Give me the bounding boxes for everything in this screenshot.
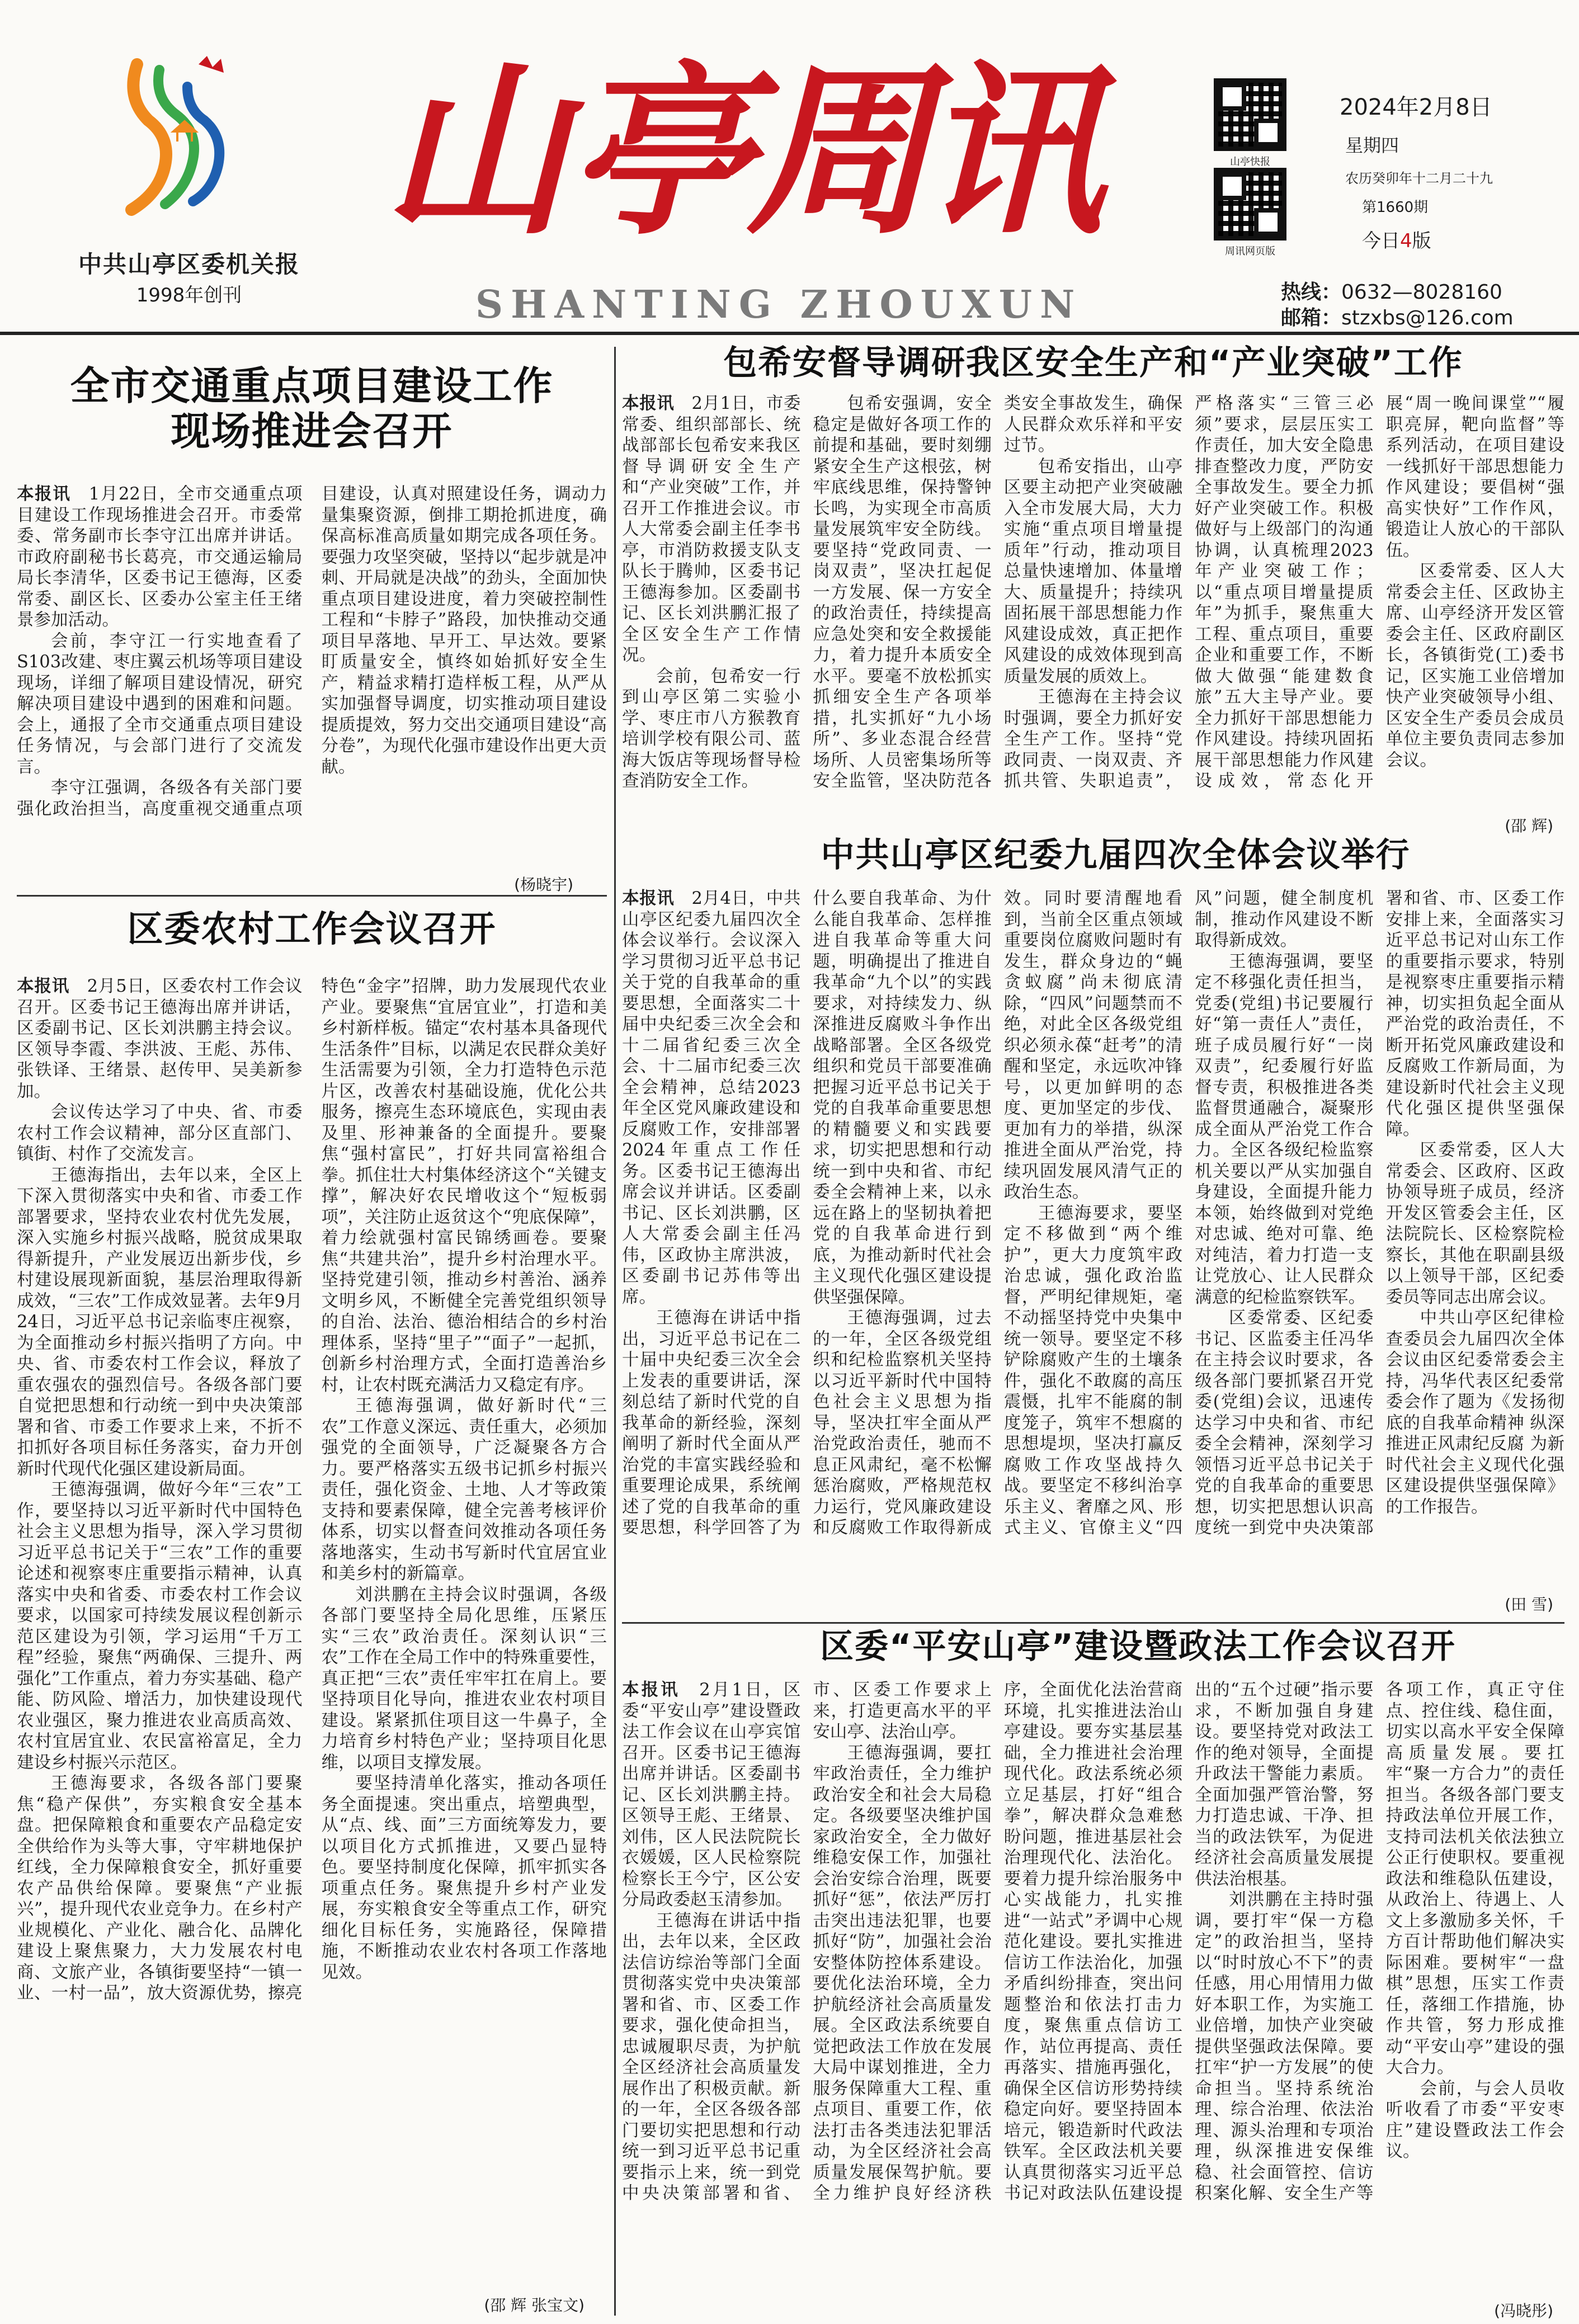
founded-year: 1998年创刊 — [136, 284, 242, 307]
paragraph: 1月22日，全市交通重点项目建设工作现场推进会召开。市委常委、常务副市长李守江出席并讲话。市政府副秘书长葛亮，市交通运输局局长李清华，区委书记王德海，区委常委、副区长、区委办公室主任王绪景参加活动。 — [17, 484, 303, 630]
body-traffic — [17, 484, 607, 870]
qr-code-icon[interactable] — [1214, 78, 1286, 151]
body-discipline — [622, 888, 1564, 1604]
paragraph: 王德海强调，过去的一年，全区各级党组织和纪检监察机关坚持以习近平新时代中国特色社会主义思想为指导，坚决扛牢全面从严治党政治责任，驰而不息正风肃纪，毫不松懈惩治腐败，严格规范权力运行，党风廉政建设和反腐败工作取得新成效。同时要清醒地看到，当前全区重点领域重要岗位腐败问题时有发生，群众身边的“蝇贪蚁腐”尚未彻底清除，“四风”问题禁而不绝，对此全区各级党组织必须永葆“赶考”的清醒和坚定，永远吹冲锋号，以更加鲜明的态度、更加坚定的步伐、更加有力的举措，纵深推进全面从严治党，持续巩固发展风清气正的政治生态。 — [813, 889, 1183, 1538]
masthead-divider — [0, 332, 1579, 335]
lead-tag: 本报讯 — [17, 484, 71, 504]
headline-safety: 包希安督导调研我区安全生产和“产业突破”工作 — [723, 344, 1463, 383]
issue-date: 2024年2月8日 — [1340, 95, 1492, 120]
lead-tag: 本报讯 — [17, 977, 70, 996]
lunar-date: 农历癸卯年十二月二十九 — [1345, 171, 1493, 186]
paragraph: 区委常委、区纪委书记、区监委主任冯华在主持会议时要求，各级各部门要抓紧召开党委(党组)会议，迅速传达学习中央和省、市纪委全会精神，深刻学习领悟习近平总书记关于党的自我革命的重要思想，切实把思想认识高度统一到党中央决策部署和省、市、区委工作安排上来，全面落实习近平总书记对山东工作的重要指示要求，特别是视察枣庄重要指示精神，切实担负起全面从严治党的政治责任，不断开拓党风廉政建设和反腐败工作新局面，为建设新时代社会主义现代化强区提供坚强保障。 — [1195, 889, 1564, 1538]
contact-block — [1281, 280, 1514, 331]
paragraph: 区委常委，区人大常委会、区政府、区政协领导班子成员，经济开发区管委会主任，区法院院长、区检察院检察长，其他在职副县级以上领导干部，区纪委委员等同志出席会议。 — [1385, 1140, 1564, 1307]
headline-discipline: 中共山亭区纪委九届四次全体会议举行 — [821, 836, 1411, 875]
title-char-1: 山 — [383, 43, 568, 260]
paragraph: 王德海在讲话中指出，习近平总书记在二十届中央纪委三次全会上发表的重要讲话，深刻总结了新时代党的自我革命的新经验，深刻阐明了新时代全面从严治党的丰富实践经验和重要理论成果，系统阐述了党的自我革命的重要思想，科学回答了为什么要自我革命、为什么能自我革命、怎样推进自我革命等重大问题，明确提出了推进自我革命“九个以”的实践要求，对持续发力、纵深推进反腐败斗争作出战略部署。全区各级党组织和党员干部要准确把握习近平总书记关于党的自我革命重要思想的精髓要义和实践要求，切实把思想和行动统一到中央和省、市纪委全会精神上来，以永远在路上的坚韧执着把党的自我革命进行到底，为推动新时代社会主义现代化强区建设提供坚强保障。 — [622, 889, 992, 1538]
lead-paragraph — [17, 976, 303, 1102]
email-label: 邮箱： — [1281, 307, 1342, 329]
byline-discipline: (田 雪) — [1505, 1595, 1553, 1614]
paragraph: 王德海指出，去年以来，全区上下深入贯彻落实中央和省、市委工作部署要求，坚持农业农村优先发展，深入实施乡村振兴战略，脱贫成果取得新提升，产业发展迈出新步伐，乡村建设展现新面貌，基层治理取得新成效，“三农”工作成效显著。去年9月24日，习近平总书记亲临枣庄视察，为全面推动乡村振兴指明了方向。中央、省、市委农村工作会议，释放了重农强农的强烈信号。各级各部门要自觉把思想和行动统一到中央决策部署和省、市委工作要求上来，不折不扣抓好各项目标任务落实，奋力开创新时代现代化强区建设新局面。 — [17, 1165, 303, 1479]
qr-code-icon[interactable] — [1214, 168, 1286, 241]
paragraph: 2月4日，中共山亭区纪委九届四次全体会议举行。会议深入学习贯彻习近平总书记关于党的自我革命的重要思想，全面落实二十届中央纪委三次全会和十二届省纪委三次全会、十二届市纪委三次全会精神，总结2023年全区党风廉政建设和反腐败工作，安排部署2024年重点工作任务。区委书记王德海出席会议并讲话。区委副书记、区长刘洪鹏，区人大常委会副主任冯伟，区政协主席洪波，区委副书记苏伟等出席。 — [622, 889, 801, 1307]
lead-tag: 本报讯 — [622, 889, 675, 908]
email-address[interactable]: stzxbs@126.com — [1341, 307, 1514, 329]
lead-tag: 本报讯 — [622, 1680, 680, 1700]
paragraph: 王德海要求，各级各部门要聚焦“稳产保供”，夯实粮食安全基本盘。把保障粮食和重要农产品稳定安全供给作为头等大事，守牢耕地保护红线，全力保障粮食安全，抓好重要农产品供给保障。要聚焦“产业振兴”，提升现代农业竞争力。在乡村产业规模化、产业化、融合化、品牌化建设上聚焦聚力，大力发展农村电商、文旅产业，各镇街要坚持“一镇一业、一村一品”，放大资源优势，擦亮特色“金字”招牌，助力发展现代农业产业。要聚焦“宜居宜业”，打造和美乡村新样板。锚定“农村基本具备现代生活条件”目标，以满足农民群众美好生活需要为引领，全力打造特色示范片区，改善农村基础设施，优化公共服务，擦亮生态环境底色，实现由表及里、形神兼备的全面提升。要聚焦“强村富民”，打好共同富裕组合拳。抓住壮大村集体经济这个“关键支撑”，解决好农民增收这个“短板弱项”，关注防止返贫这个“兜底保障”，着力绘就强村富民锦绣画卷。要聚焦“共建共治”，提升乡村治理水平。坚持党建引领，推动乡村善治、涵养文明乡风，不断健全完善党组织领导的自治、法治、德治相结合的乡村治理体系，坚持“里子”“面子”一起抓，创新乡村治理方式，全面打造善治乡村，让农村既充满活力又稳定有序。 — [17, 977, 607, 2003]
page-count-suffix: 版 — [1412, 230, 1431, 252]
paragraph: 王德海强调，要坚定不移强化责任担当，党委(党组)书记要履行好“第一责任人”责任，班子成员履行好“一岗双责”，纪委履行好监督专责，积极推进各类监督贯通融合，凝聚形成全面从严治党工作合力。全区各级纪检监察机关要以严从实加强自身建设，全面提升能力本领，始终做到对党绝对忠诚、绝对可靠、绝对纯洁，着力打造一支让党放心、让人民群众满意的纪检监察铁军。 — [1195, 951, 1374, 1307]
district-logo-icon — [115, 53, 243, 221]
article-rural — [17, 903, 607, 2316]
paragraph: 2月1日，区委“平安山亭”建设暨政法工作会议在山亭宾馆召开。区委书记王德海出席并讲话。区委副书记、区长刘洪鹏主持。区领导王彪、王绪景、刘伟，区人民法院院长衣媛媛，区人民检察院检察长王今宁，区公安分局政委赵玉清参加。 — [622, 1680, 801, 1910]
paragraph: 会前，包希安一行到山亭区第二实验小学、枣庄市八方猴教育培训学校有限公司、蓝海大饭店等现场督导检查消防安全工作。 — [622, 666, 801, 791]
paragraph: 包希安强调，安全稳定是做好各项工作的前提和基础，要时刻绷紧安全生产这根弦，树牢底线思维，保持警钟长鸣，为实现全市高质量发展筑牢安全防线。要坚持“党政同责、一岗双责”，坚决扛起促一方发展、保一方安全的政治责任，持续提高应急处突和安全救援能力，着力提升本质安全水平。要毫不放松抓实抓细安全生产各项举措，扎实抓好“九小场所”、多业态混合经营场所、人员密集场所等安全监管，坚决防范各类安全事故发生，确保人民群众欢乐祥和平安过节。 — [813, 394, 1183, 791]
paragraph: 要坚持清单化落实，推动各项任务全面提速。突出重点，培塑典型，从“点、线、面”三方面统筹发力，要以项目化方式抓推进，又要凸显特色。要坚持制度化保障，抓牢抓实各项重点任务。聚焦提升乡村产业发展，夯实粮食安全等重点工作，研究细化目标任务，实施路径，保障措施，不断推动农业农村各项工作落地见效。 — [321, 1774, 607, 1982]
issue-weekday: 星期四 — [1345, 135, 1399, 156]
lead-tag: 本报讯 — [622, 394, 675, 413]
article-discipline — [622, 836, 1564, 1619]
publisher-name: 中共山亭区委机关报 — [78, 251, 300, 278]
paragraph: 中共山亭区纪律检查委员会九届四次全体会议由区纪委常委会主持，冯华代表区纪委常委会作了题为《发扬彻底的自我革命精神 纵深推进正风肃纪反腐 为新时代社会主义现代化强区建设提供坚强保障》的工作报告。 — [1385, 1308, 1564, 1517]
qr-caption: 周讯网页版 — [1225, 246, 1275, 257]
article-traffic — [17, 364, 607, 895]
paragraph: 刘洪鹏在主持时强调，要打牢“保一方稳定”的政治担当，坚持以“时时放心不下”的责任感，用心用情用力做好本职工作，为实施工业倍增，加快产业突破提供坚强政法保障。要扛牢“护一方发展”的使命担当。坚持系统治理、综合治理、依法治理、源头治理和专项治理，纵深推进安保维稳、社会面管控、信访积案化解、安全生产等各项工作，真正守住点、控住线、稳住面，切实以高水平安全保障高质量发展。要扛牢“聚一方合力”的责任担当。各级各部门要支持政法单位开展工作，支持司法机关依法独立公正行使职权。要重视政法和维稳队伍建设，从政治上、待遇上、人文上多激励多关怀，千方百计帮助他们解决实际困难。要树牢“一盘棋”思想，压实工作责任，落细工作措施，协作共管，努力形成推动“平安山亭”建设的强大合力。 — [1195, 1680, 1564, 2203]
article-safety — [622, 344, 1564, 836]
lead-paragraph — [622, 1680, 800, 1911]
paragraph: 王德海在主持会议时强调，要全力抓好安全生产工作。坚持“党政同责、一岗双责、齐抓共管、失职追责”，严格落实“三管三必须”要求，层层压实工作责任，加大安全隐患排查整改力度，严防安全事故发生。要全力抓好产业突破工作。积极做好与上级部门的沟通协调，认真梳理2023年产业突破工作；以“重点项目增量提质年”为抓手，聚焦重大工程、重点项目，重要企业和重要工作，不断做大做强“能建数食旅”五大主导产业。要全力抓好干部思想能力作风建设。持续巩固拓展干部思想能力作风建设成效，常态化开展“周一晚间课堂”“履职亮屏，靶向监督”等系列活动，在项目建设一线抓好干部思想能力作风建设；要倡树“强高实快好”工作作风，锻造让人放心的干部队伍。 — [1003, 394, 1564, 791]
page-count-prefix: 今日 — [1362, 230, 1400, 252]
section-divider — [622, 1622, 1564, 1624]
column-divider — [614, 347, 616, 2316]
newspaper-title — [383, 34, 1105, 274]
paragraph: 刘洪鹏在主持会议时强调，各级各部门要坚持全局化思维，压紧压实“三农”政治责任。深刻认识“三农”工作在全局工作中的特殊重要性，真正把“三农”责任牢牢扛在肩上。要坚持项目化导向，推进农业农村项目建设。紧紧抓住项目这一牛鼻子，全力培育乡村特色产业；坚持项目化思维，以项目支撑发展。 — [321, 1585, 607, 1773]
section-divider — [17, 895, 607, 897]
body-safety — [622, 393, 1564, 827]
paragraph: 王德海强调，要扛牢政治责任，全力维护政治安全和社会大局稳定。各级要坚决维护国家政治安全，全力做好维稳安保工作，加强社会治安综合治理，既要抓好“惩”，依法严厉打击突出违法犯罪，也要抓好“防”，加强社会治安整体防控体系建设。要优化法治环境，全力护航经济社会高质量发展。全区政法系统要自觉把政法工作放在发展大局中谋划推进，全力服务保障重大工程、重点项目、重要工作，依法打击各类违法犯罪活动，为全区经济社会高质量发展保驾护航。要全力维护良好经济秩序，全面优化法治营商环境，扎实推进法治山亭建设。要夯实基层基础，全力推进社会治理现代化。政法系统必须立足基层，打好“组合拳”，解决群众急难愁盼问题，推进基层社会治理现代化、法治化。要着力提升综治服务中心实战能力，扎实推进“一站式”矛调中心规范化建设。要扎实推进信访工作法治化，加强矛盾纠纷排查，突出问题整治和依法打击力度，聚焦重点信访工作，站位再提高、责任再落实、措施再强化，确保全区信访形势持续稳定向好。要坚持固本培元，锻造新时代政法铁军。全区政法机关要认真贯彻落实习近平总书记对政法队伍建设提出的“五个过硬”指示要求，不断加强自身建设。要坚持党对政法工作的绝对领导，全面提升政法干警能力素质。全面加强严管治警，努力打造忠诚、干净、担当的政法铁军，为促进经济社会高质量发展提供法治根基。 — [813, 1680, 1374, 2203]
paragraph: 区委常委、区人大常委会主任、区政协主席、山亭经济开发区管委会主任、区政府副区长，各镇街党(工)委书记，区实施工业倍增加快产业突破领导小组、区安全生产委员会成员单位主要负责同志参加会议。 — [1385, 562, 1564, 770]
paragraph: 王德海要求，要坚定不移做到“两个维护”，更大力度筑牢政治忠诚，强化政治监督，严明纪律规矩，毫不动摇坚持党中央集中统一领导。要坚定不移铲除腐败产生的土壤条件，强化不敢腐的高压震慑，扎牢不能腐的制度笼子，筑牢不想腐的思想堤坝，坚决打赢反腐败工作攻坚战持久战。要坚定不移纠治享乐主义、奢靡之风、形式主义、官僚主义“四风”问题，健全制度机制，推动作风建设不断取得新成效。 — [1003, 889, 1374, 1538]
lead-paragraph — [622, 888, 800, 1308]
date-block — [1340, 89, 1524, 253]
body-rural — [17, 976, 607, 2285]
hotline-label: 热线： — [1281, 281, 1342, 304]
title-char-4: 讯 — [920, 43, 1105, 260]
lead-paragraph — [17, 484, 303, 631]
headline-rural: 区委农村工作会议召开 — [127, 909, 497, 950]
byline-safety: (邵 辉) — [1505, 817, 1553, 835]
paragraph: 包希安指出，山亭区要主动把产业突破融入全市发展大局，大力实施“重点项目增量提质年”行动，推动项目总量快速增加、体量增大、质量提升；持续巩固拓展干部思想能力作风建设成效，真正把作风建设的成效体现到高质量发展的质效上。 — [1003, 456, 1183, 686]
byline-peace: (冯晓彤) — [1494, 2302, 1553, 2318]
paragraph: 王德海强调，做好今年“三农”工作，要坚持以习近平新时代中国特色社会主义思想为指导，深入学习贯彻习近平总书记关于“三农”工作的重要论述和视察枣庄重要指示精神，认真落实中央和省委、市委农村工作会议要求，以国家可持续发展议程创新示范区建设为引领，学习运用“千万工程”经验，聚焦“两确保、三提升、两强化”工作重点，着力夯实基础、稳产能、防风险、增活力，加快建设现代农业强区，聚力推进农业高质高效、农村宜居宜业、农民富裕富足，全力建设乡村振兴示范区。 — [17, 1480, 303, 1773]
paragraph: 李守江强调，各级各有关部门要强化政治担当，高度重视交通重点项目建设，认真对照建设任务，调动力量集聚资源，倒排工期抢抓进度，确保高标准高质量如期完成各项任务。要强力攻坚突破，坚持以“起步就是冲刺、开局就是决战”的劲头，全面加快重点项目建设进度，着力突破控制性工程和“卡脖子”路段，加快推动交通项目早落地、早开工、早达效。要紧盯质量安全，慎终如始抓好安全生产，精益求精打造样板工程，从严从实加强督导调度，切实推动项目建设提质提效，努力交出交通项目建设“高分卷”，为现代化强市建设作出更大贡献。 — [17, 484, 607, 819]
headline-traffic: 全市交通重点项目建设工作现场推进会召开 — [70, 364, 554, 455]
paragraph: 2月1日，市委常委、组织部部长、统战部部长包希安来我区督导调研安全生产和“产业突破”工作，并召开工作推进会议。市人大常委会副主任李书亭，市消防救援支队支队长于腾帅，区委书记王德海参加。区委副书记、区长刘洪鹏汇报了全区安全生产工作情况。 — [622, 394, 801, 665]
paragraph: 2月5日，区委农村工作会议召开。区委书记王德海出席并讲话，区委副书记、区长刘洪鹏主持会议。区领导李霞、李洪波、王彪、苏伟、张铁译、王绪景、赵传甲、吴美新参加。 — [17, 977, 303, 1101]
paragraph: 王德海强调，做好新时代“三农”工作意义深远、责任重大，必须加强党的全面领导，广泛凝聚各方合力。要严格落实五级书记抓乡村振兴责任，强化资金、土地、人才等政策支持和要素保障，健全完善考核评价体系，切实以督查问效推动各项任务落地落实，生动书写新时代宜居宜业和美乡村的新篇章。 — [321, 1396, 607, 1583]
lead-paragraph — [622, 393, 800, 666]
page-count-number: 4 — [1400, 230, 1412, 252]
issue-number: 第1660期 — [1362, 199, 1429, 216]
masthead — [0, 0, 1579, 336]
body-peace — [622, 1680, 1564, 2301]
page-count — [1340, 225, 1524, 253]
hotline-number[interactable]: 0632—8028160 — [1341, 281, 1502, 304]
paragraph: 会前，与会人员收听收看了市委“平安枣庄”建设暨政法工作会议。 — [1385, 2078, 1564, 2161]
title-char-3: 周 — [747, 43, 931, 260]
byline-traffic: (杨晓宇) — [514, 875, 573, 894]
qr-caption: 山亭快报 — [1230, 156, 1270, 168]
headline-peace: 区委“平安山亭”建设暨政法工作会议召开 — [820, 1628, 1456, 1666]
paragraph: 会前，李守江一行实地查看了S103改建、枣庄翼云机场等项目建设现场，详细了解项目建设情况，研究解决项目建设中遇到的困难和问题。会上，通报了全市交通重点项目建设任务情况，与会部门进行了交流发言。 — [17, 631, 303, 777]
newspaper-pinyin: SHANTING ZHOUXUN — [475, 282, 1083, 327]
title-char-2: 亭 — [568, 43, 752, 260]
paragraph: 会议传达学习了中央、省、市委农村工作会议精神，部分区直部门、镇街、村作了交流发言。 — [17, 1102, 303, 1164]
paragraph: 王德海在讲话中指出，去年以来，全区政法信访综治等部门全面贯彻落实党中央决策部署和省、市、区委工作要求，强化使命担当，忠诚履职尽责，为护航全区经济社会高质量发展作出了积极贡献。新的一年，全区各级各部门要切实把思想和行动统一到习近平总书记重要指示上来，统一到党中央决策部署和省、市、区委工作要求上来，打造更高水平的平安山亭、法治山亭。 — [622, 1680, 992, 2203]
byline-rural: (邵 辉 张宝文) — [484, 2296, 585, 2314]
article-peace — [622, 1628, 1564, 2318]
